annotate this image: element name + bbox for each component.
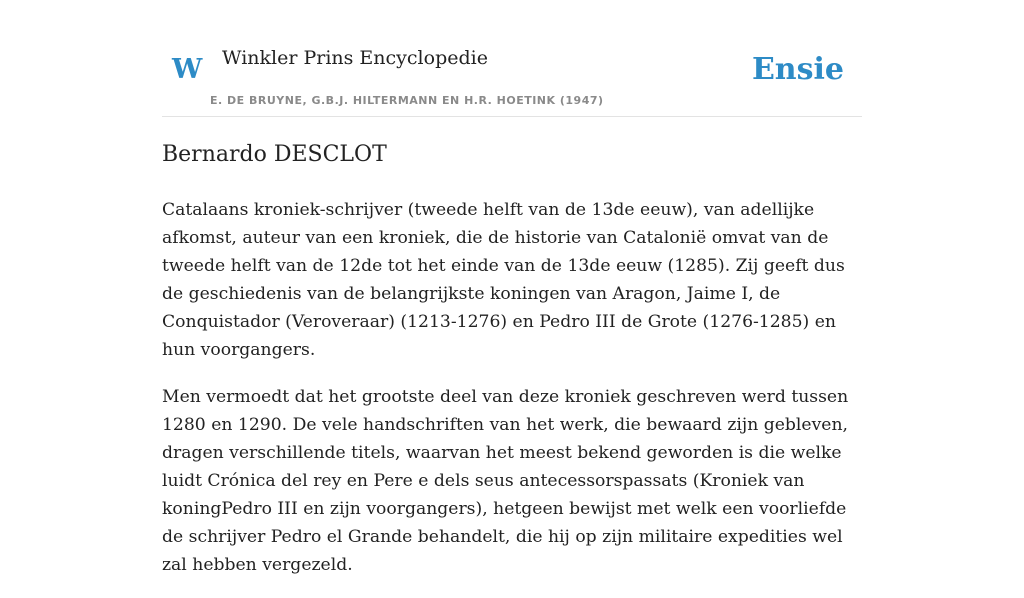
source-title[interactable]: Winkler Prins Encyclopedie (222, 47, 488, 69)
article-paragraph: Catalaans kroniek-schrijver (tweede helft van de 13de eeuw), van adellijke afkomst, auteur van een kroniek, die de historie van Catalonië omvat van de tweede helft van de 12de tot het einde van de 13de eeuw (1285). Zij geeft dus de geschiedenis van de belangrijkste koningen van Aragon, Jaime I, de Conquistador (Veroveraar) (1213-1276) en Pedro III de Grote (1276-1285) en hun voorgangers. (162, 200, 845, 360)
article (162, 138, 862, 598)
source-logo[interactable]: W (172, 54, 203, 85)
source-authors: E. DE BRUYNE, G.B.J. HILTERMANN EN H.R. HOETINK (1947) (210, 94, 604, 107)
article-paragraph: Men vermoedt dat het grootste deel van deze kroniek geschreven werd tussen 1280 en 1290. De vele handschriften van het werk, die bewaard zijn gebleven, dragen verschillende titels, waarvan het meest bekend geworden is die welke luidt Crónica del rey en Pere e dels seus antecessorspassats (Kroniek van koningPedro III en zijn voorgangers), hetgeen bewijst met welk een voorliefde de schrijver Pedro el Grande behandelt, die hij op zijn militaire expedities wel zal hebben vergezeld. (162, 387, 849, 575)
source-header (162, 0, 862, 117)
ensie-logo[interactable]: Ensie (751, 52, 844, 87)
article-title: Bernardo DESCLOT (162, 142, 387, 167)
